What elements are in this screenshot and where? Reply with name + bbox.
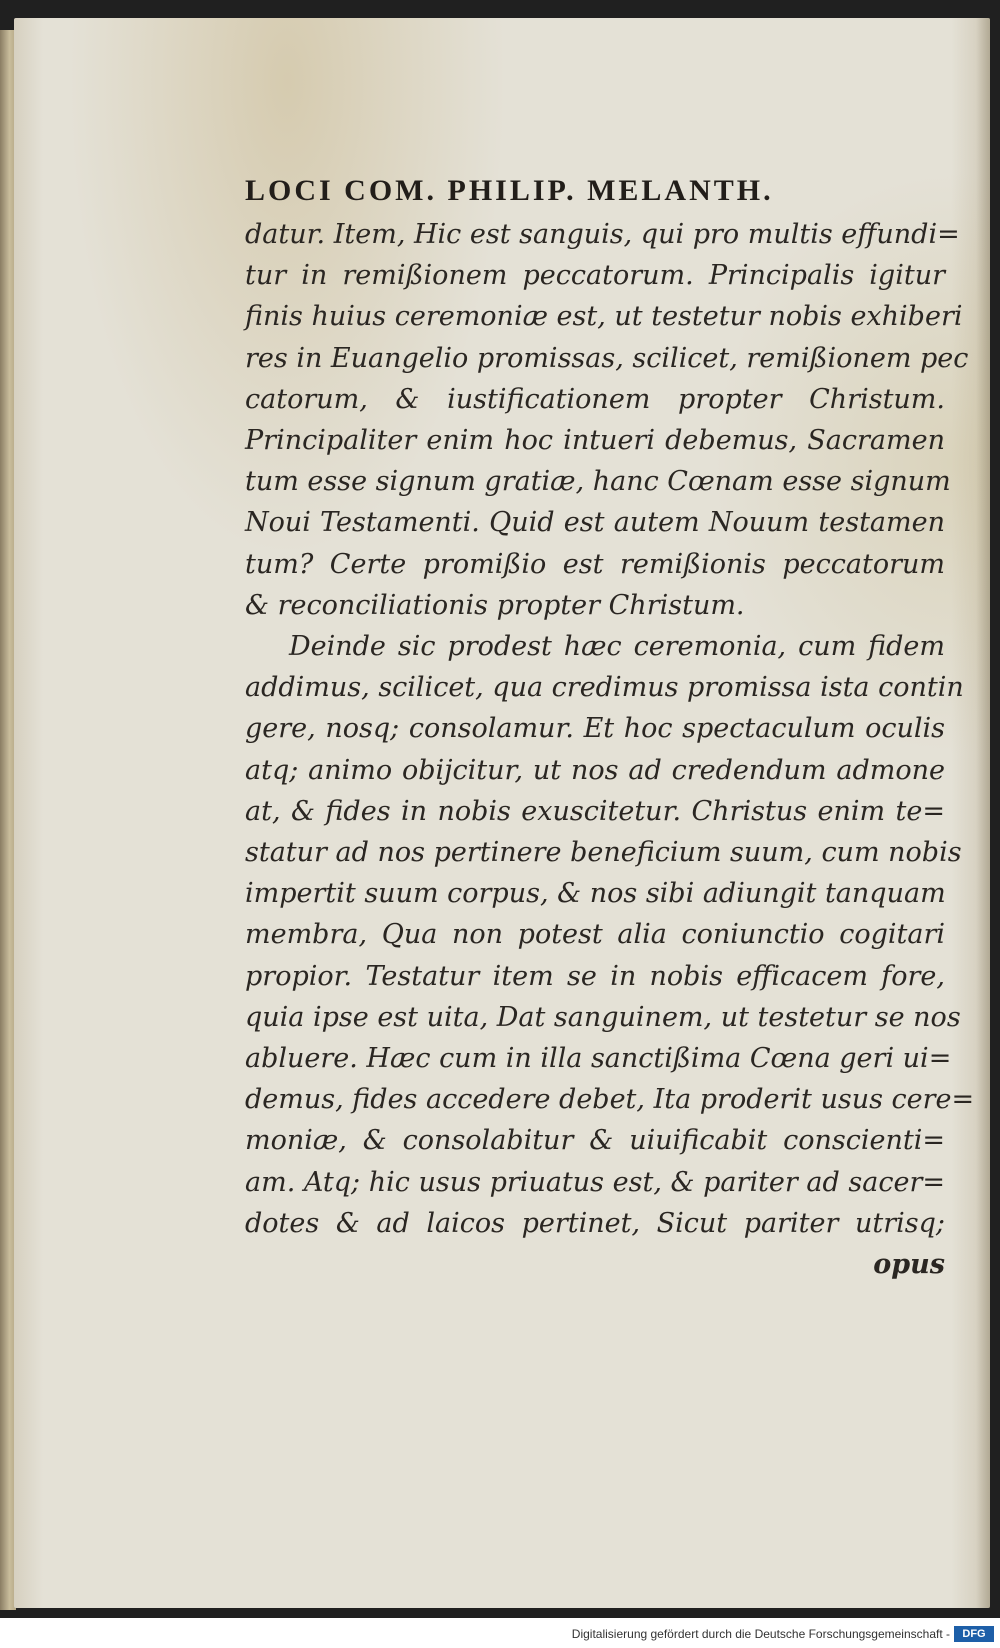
text-line: tum esse signum gratiæ, hanc Cœnam esse signum — [245, 466, 951, 498]
body-text — [245, 214, 975, 1244]
page-edge-shadow — [976, 18, 990, 1608]
text-line: Principaliter enim hoc intueri debemus, Sacramen — [245, 425, 945, 457]
text-line: propior. Testatur item se in nobis efficacem fore, — [245, 960, 945, 992]
text-line: am. Atq; hic usus priuatus est, & pariter ad sacer= — [245, 1166, 945, 1198]
text-block — [245, 170, 975, 1285]
footer-bar — [0, 1618, 1000, 1648]
text-line: gere, nosq; consolamur. Et hoc spectaculum oculis — [245, 713, 945, 745]
text-line: res in Euangelio promissas, scilicet, remißionem pec — [245, 342, 969, 374]
text-line: membra, Qua non potest alia coniunctio cogitari — [245, 919, 945, 951]
catchword: opus — [873, 1249, 945, 1281]
text-line: moniæ, & consolabitur & uiuificabit conscienti= — [245, 1125, 945, 1157]
text-line: atq; animo obijcitur, ut nos ad credendum admone — [245, 754, 945, 786]
text-line: tum? Certe promißio est remißionis peccatorum — [245, 548, 945, 580]
text-line: Deinde sic prodest hæc ceremonia, cum fidem — [289, 631, 945, 663]
text-line: demus, fides accedere debet, Ita proderit usus cere= — [245, 1084, 975, 1116]
text-line: finis huius ceremoniæ est, ut testetur nobis exhiberi — [245, 301, 963, 333]
text-line: tur in remißionem peccatorum. Principalis igitur — [245, 260, 945, 292]
text-line: catorum, & iustificationem propter Christum. — [245, 383, 945, 415]
text-line: addimus, scilicet, qua credimus promissa ista contin — [245, 672, 964, 704]
dfg-logo: DFG — [954, 1626, 994, 1642]
text-line: statur ad nos pertinere beneficium suum, cum nobis — [245, 837, 962, 869]
text-line: & reconciliationis propter Christum. — [245, 589, 745, 621]
text-line: impertit suum corpus, & nos sibi adiungit tanquam — [245, 878, 946, 910]
running-head: LOCI COM. PHILIP. MELANTH. — [245, 174, 774, 207]
footer-credit: Digitalisierung gefördert durch die Deutsche Forschungsgemeinschaft - — [571, 1627, 950, 1641]
text-line: Noui Testamenti. Quid est autem Nouum testamen — [245, 507, 945, 539]
text-line: dotes & ad laicos pertinet, Sicut pariter utrisq; — [245, 1207, 945, 1239]
text-line: abluere. Hæc cum in illa sanctißima Cœna geri ui= — [245, 1043, 952, 1075]
text-line: quia ipse est uita, Dat sanguinem, ut testetur se nos — [245, 1001, 961, 1033]
text-line: at, & fides in nobis exuscitetur. Christus enim te= — [245, 795, 945, 827]
text-line: datur. Item, Hic est sanguis, qui pro multis effundi= — [245, 219, 960, 250]
